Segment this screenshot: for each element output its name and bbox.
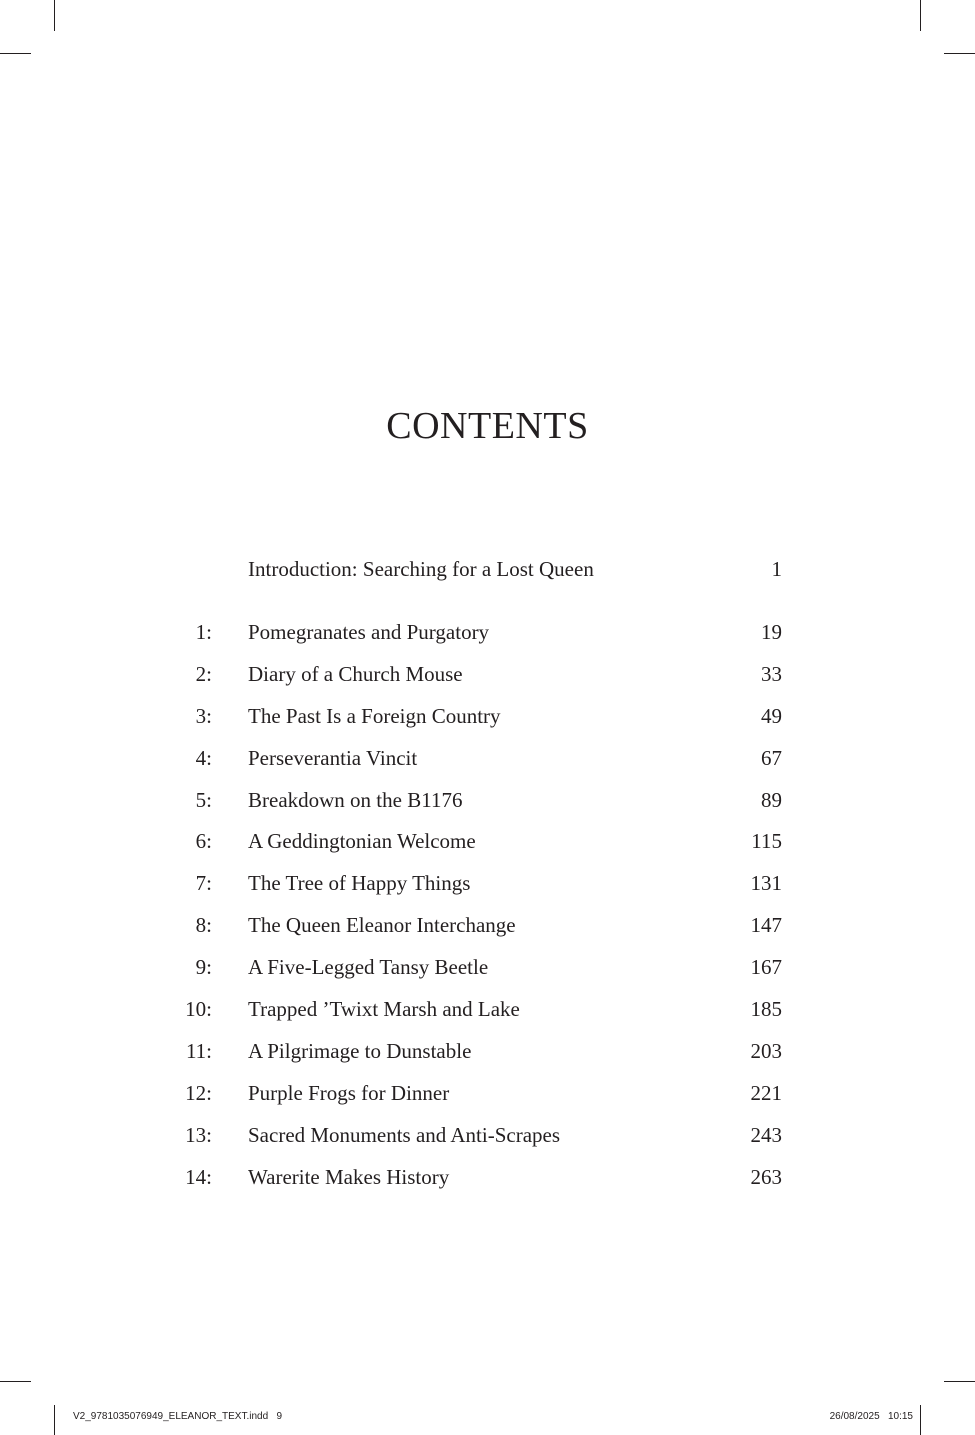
toc-entry[interactable] — [0, 871, 975, 901]
toc-chapter-number: 4: — [195, 746, 212, 770]
toc-entry[interactable] — [0, 1081, 975, 1111]
toc-page-number: 67 — [761, 746, 782, 770]
toc-page-number: 185 — [750, 997, 782, 1021]
toc-entry[interactable] — [0, 1039, 975, 1069]
crop-mark-top-right-horizontal — [944, 53, 975, 54]
toc-chapter-number: 6: — [195, 829, 212, 853]
toc-page-number: 203 — [750, 1039, 782, 1063]
toc-entry-introduction[interactable] — [0, 557, 975, 587]
toc-chapter-title: Warerite Makes History — [248, 1165, 450, 1189]
toc-chapter-title: The Queen Eleanor Interchange — [248, 913, 516, 937]
toc-chapter-title: The Tree of Happy Things — [248, 871, 471, 895]
crop-mark-top-left — [54, 0, 55, 31]
toc-page-number: 147 — [750, 913, 782, 937]
toc-chapter-title: Introduction: Searching for a Lost Queen — [248, 557, 594, 581]
crop-mark-bottom-right — [920, 1405, 921, 1435]
toc-entry[interactable] — [0, 746, 975, 776]
toc-entry[interactable] — [0, 997, 975, 1027]
toc-entry[interactable] — [0, 829, 975, 859]
toc-chapter-number: 14: — [185, 1165, 212, 1189]
toc-chapter-title: Trapped ’Twixt Marsh and Lake — [248, 997, 520, 1021]
crop-mark-top-left-horizontal — [0, 53, 31, 54]
toc-page-number: 89 — [761, 788, 782, 812]
toc-chapter-title: A Geddingtonian Welcome — [248, 829, 476, 853]
crop-mark-bottom-left-horizontal — [0, 1381, 31, 1382]
toc-chapter-title: Pomegranates and Purgatory — [248, 620, 490, 644]
crop-mark-bottom-right-horizontal — [944, 1381, 975, 1382]
slug-filename: V2_9781035076949_ELEANOR_TEXT.indd 9 — [73, 1411, 283, 1422]
toc-page-number: 263 — [750, 1165, 782, 1189]
toc-chapter-title: A Pilgrimage to Dunstable — [248, 1039, 472, 1063]
toc-page-number: 167 — [750, 955, 782, 979]
toc-chapter-title: Purple Frogs for Dinner — [248, 1081, 450, 1105]
toc-chapter-number: 3: — [195, 704, 212, 728]
toc-entry[interactable] — [0, 913, 975, 943]
slug-datetime: 26/08/2025 10:15 — [829, 1411, 913, 1422]
toc-page-number: 33 — [761, 662, 782, 686]
page-title: CONTENTS — [386, 405, 589, 447]
toc-entry[interactable] — [0, 662, 975, 692]
toc-chapter-title: The Past Is a Foreign Country — [248, 704, 501, 728]
toc-entry[interactable] — [0, 788, 975, 818]
toc-chapter-title: A Five-Legged Tansy Beetle — [248, 955, 489, 979]
toc-entry[interactable] — [0, 955, 975, 985]
toc-chapter-number: 9: — [195, 955, 212, 979]
toc-chapter-number: 11: — [185, 1039, 212, 1063]
toc-chapter-number: 7: — [195, 871, 212, 895]
toc-page-number: 19 — [761, 620, 782, 644]
toc-entry[interactable] — [0, 1165, 975, 1195]
toc-entry[interactable] — [0, 1123, 975, 1153]
toc-page-number: 221 — [750, 1081, 782, 1105]
toc-chapter-number: 5: — [195, 788, 212, 812]
crop-mark-bottom-left — [54, 1405, 55, 1435]
toc-page-number: 115 — [751, 829, 782, 853]
toc-entry[interactable] — [0, 704, 975, 734]
toc-page-number: 131 — [750, 871, 782, 895]
toc-chapter-number: 10: — [185, 997, 212, 1021]
toc-chapter-number: 8: — [195, 913, 212, 937]
toc-page-number: 49 — [761, 704, 782, 728]
toc-chapter-number: 2: — [195, 662, 212, 686]
toc-chapter-title: Breakdown on the B1176 — [248, 788, 463, 812]
toc-entry[interactable] — [0, 620, 975, 650]
toc-page-number: 243 — [750, 1123, 782, 1147]
toc-page-number: 1 — [771, 557, 782, 581]
toc-chapter-number: 13: — [185, 1123, 212, 1147]
toc-chapter-title: Diary of a Church Mouse — [248, 662, 463, 686]
toc-chapter-number: 12: — [185, 1081, 212, 1105]
toc-chapter-title: Perseverantia Vincit — [248, 746, 418, 770]
toc-chapter-title: Sacred Monuments and Anti-Scrapes — [248, 1123, 561, 1147]
crop-mark-top-right — [920, 0, 921, 31]
toc-chapter-number: 1: — [195, 620, 212, 644]
